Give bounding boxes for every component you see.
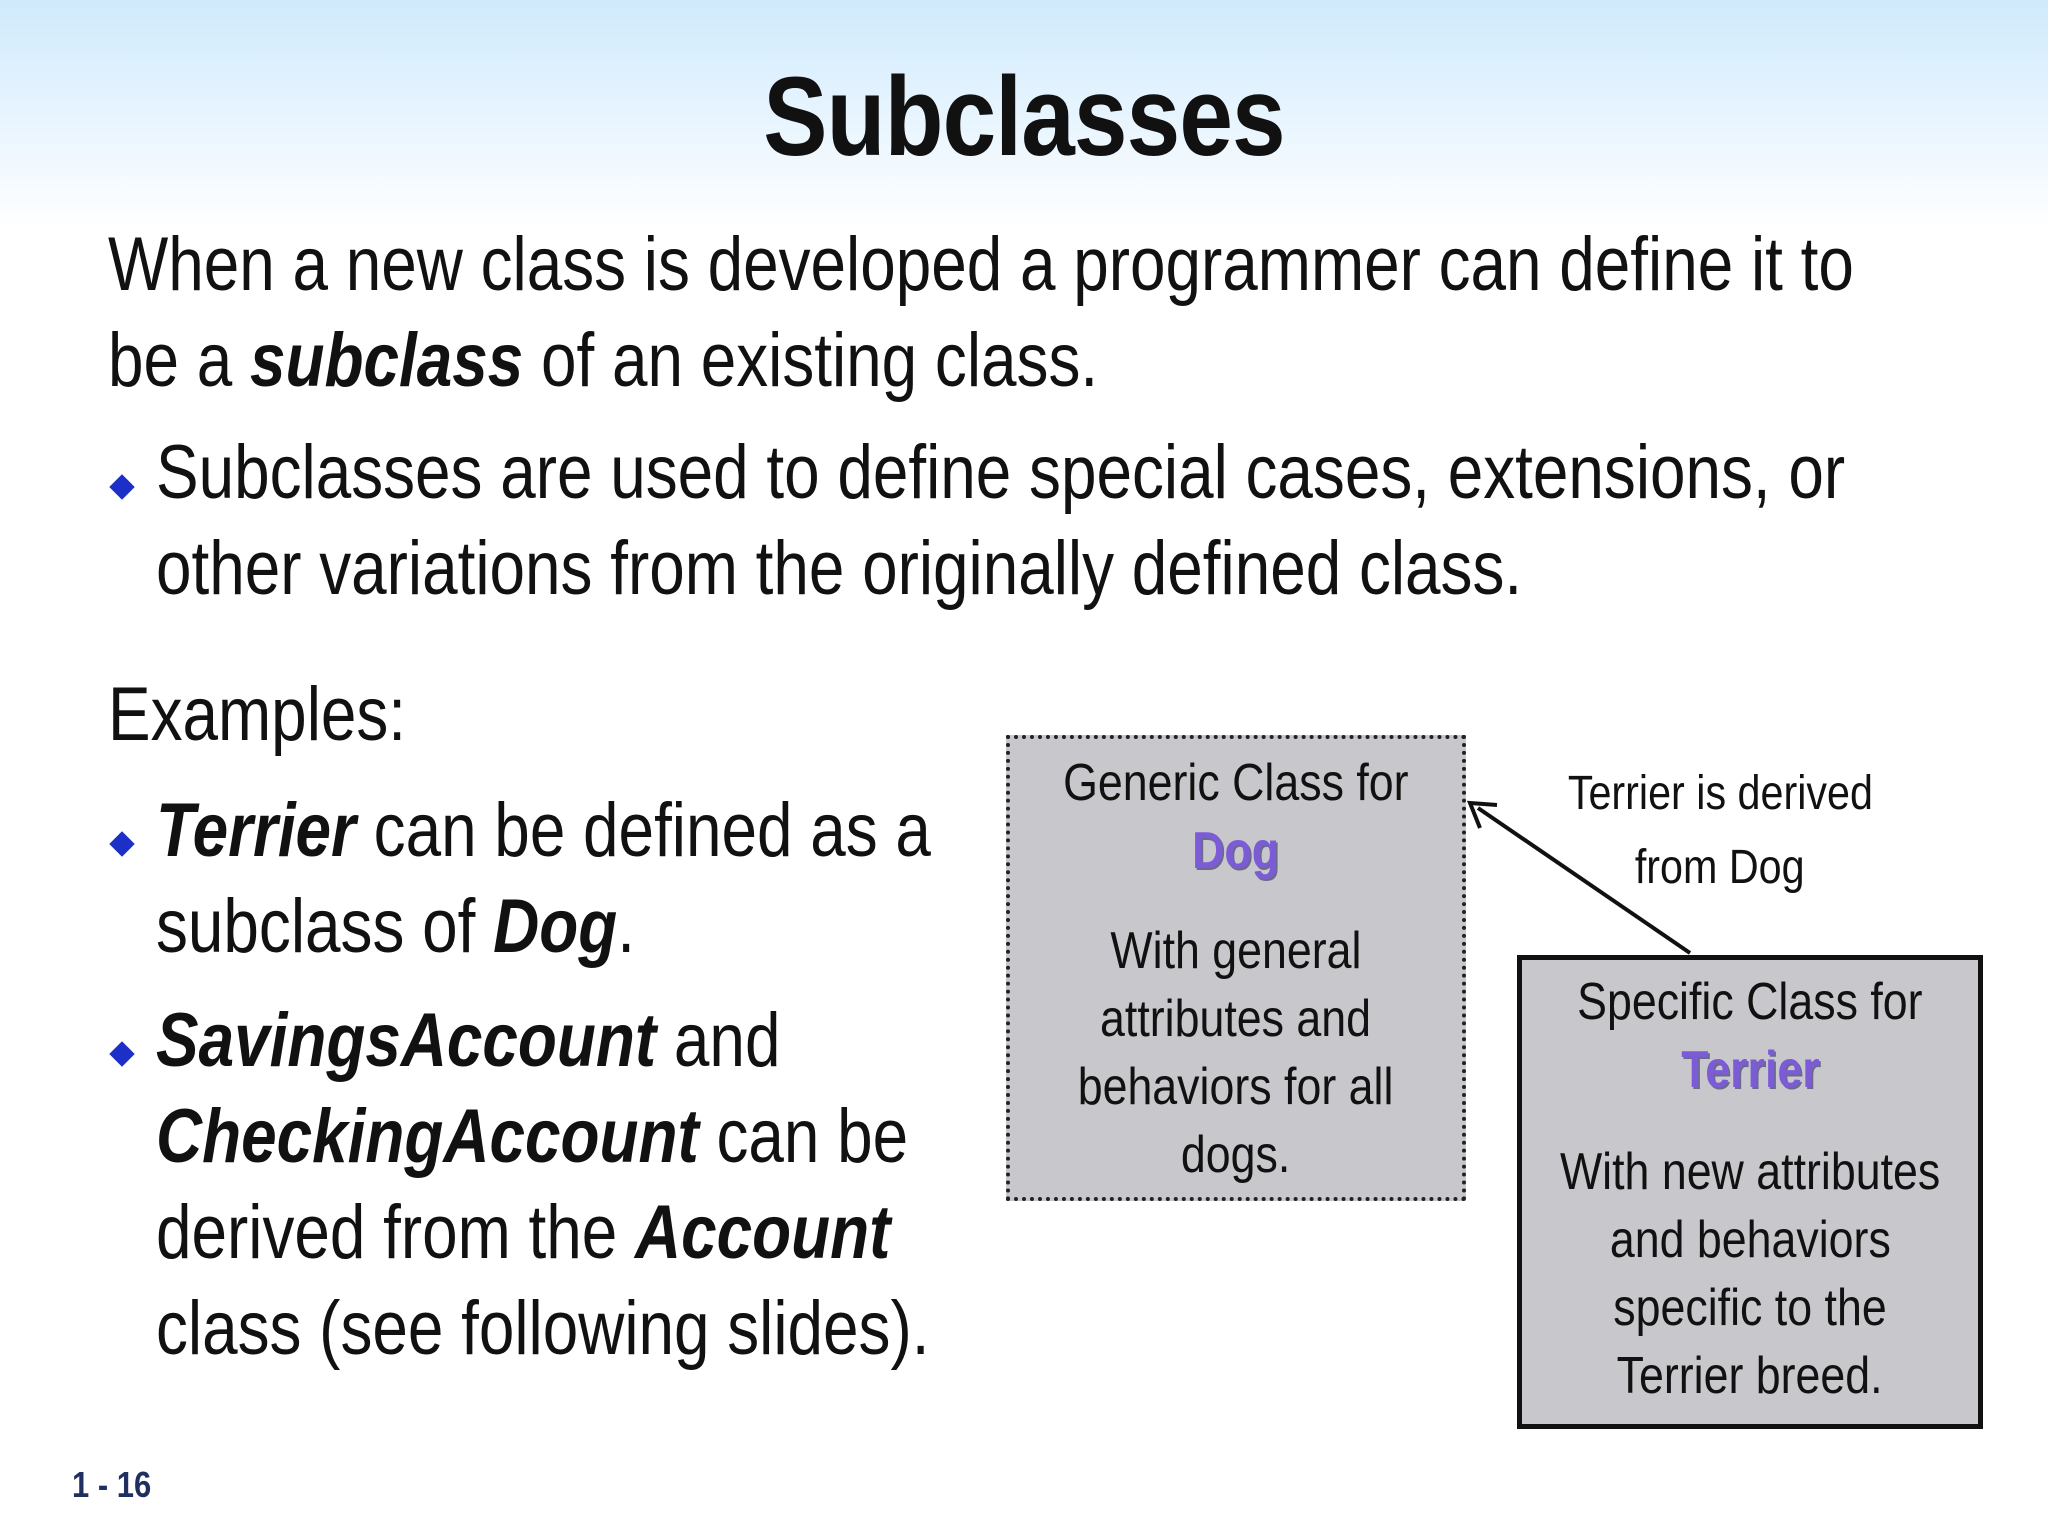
arrow-shaft — [1478, 808, 1690, 953]
specific-desc-text: and behaviors — [1609, 1211, 1891, 1269]
bullet-3-text: and — [656, 998, 781, 1083]
specific-box-desc-line — [1522, 1138, 1978, 1206]
specific-box-class-name — [1522, 1036, 1978, 1104]
specific-box-desc-line — [1522, 1342, 1978, 1410]
generic-desc-text: dogs. — [1181, 1126, 1291, 1184]
specific-box-desc-line — [1522, 1206, 1978, 1274]
bullet-3-text: derived from the — [156, 1190, 636, 1275]
specific-box-desc-line — [1522, 1274, 1978, 1342]
generic-desc-text: attributes and — [1100, 990, 1372, 1048]
subclass-term: subclass — [249, 318, 524, 403]
slide-title: Subclasses — [763, 54, 1285, 179]
specific-desc-text: With new attributes — [1559, 1143, 1941, 1201]
bullet-3-line-4: class (see following slides). — [156, 1286, 930, 1371]
terrier-term: Terrier — [156, 788, 356, 873]
examples-heading: Examples: — [108, 672, 407, 757]
bullet-2-text: subclass of — [156, 884, 494, 969]
dog-class-name: Dog — [1192, 822, 1280, 880]
account-term: Account — [635, 1190, 891, 1275]
generic-desc-text: With general — [1110, 922, 1362, 980]
bullet-2-text: . — [617, 884, 635, 969]
arrow-label-text: from Dog — [1635, 841, 1805, 894]
specific-box-heading-text: Specific Class for — [1577, 973, 1923, 1031]
savings-account-term: SavingsAccount — [156, 998, 657, 1083]
intro-line-1: When a new class is developed a programmer can define it to — [108, 222, 1854, 307]
bullet-1-line-2: other variations from the originally defined class. — [156, 526, 1523, 611]
checking-account-term: CheckingAccount — [156, 1094, 699, 1179]
specific-desc-text: Terrier breed. — [1617, 1347, 1883, 1405]
intro-text-end: of an existing class. — [523, 318, 1099, 403]
page-number: 1 - 16 — [72, 1464, 152, 1505]
bullet-3-text: can be — [698, 1094, 909, 1179]
bullet-2-text: can be defined as a — [355, 788, 931, 873]
arrow-label-text: Terrier is derived — [1567, 767, 1873, 820]
generic-box-heading-text: Generic Class for — [1063, 754, 1409, 812]
bullet-1-line-1: Subclasses are used to define special cases, extensions, or — [156, 430, 1846, 515]
specific-desc-text: specific to the — [1613, 1279, 1887, 1337]
specific-class-box — [1517, 955, 1983, 1429]
arrow-head-icon — [1470, 803, 1497, 828]
terrier-class-name: Terrier — [1680, 1041, 1820, 1099]
specific-box-heading — [1522, 968, 1978, 1036]
dog-term: Dog — [493, 884, 618, 969]
intro-text: be a — [108, 318, 250, 403]
generic-desc-text: behaviors for all — [1078, 1058, 1394, 1116]
